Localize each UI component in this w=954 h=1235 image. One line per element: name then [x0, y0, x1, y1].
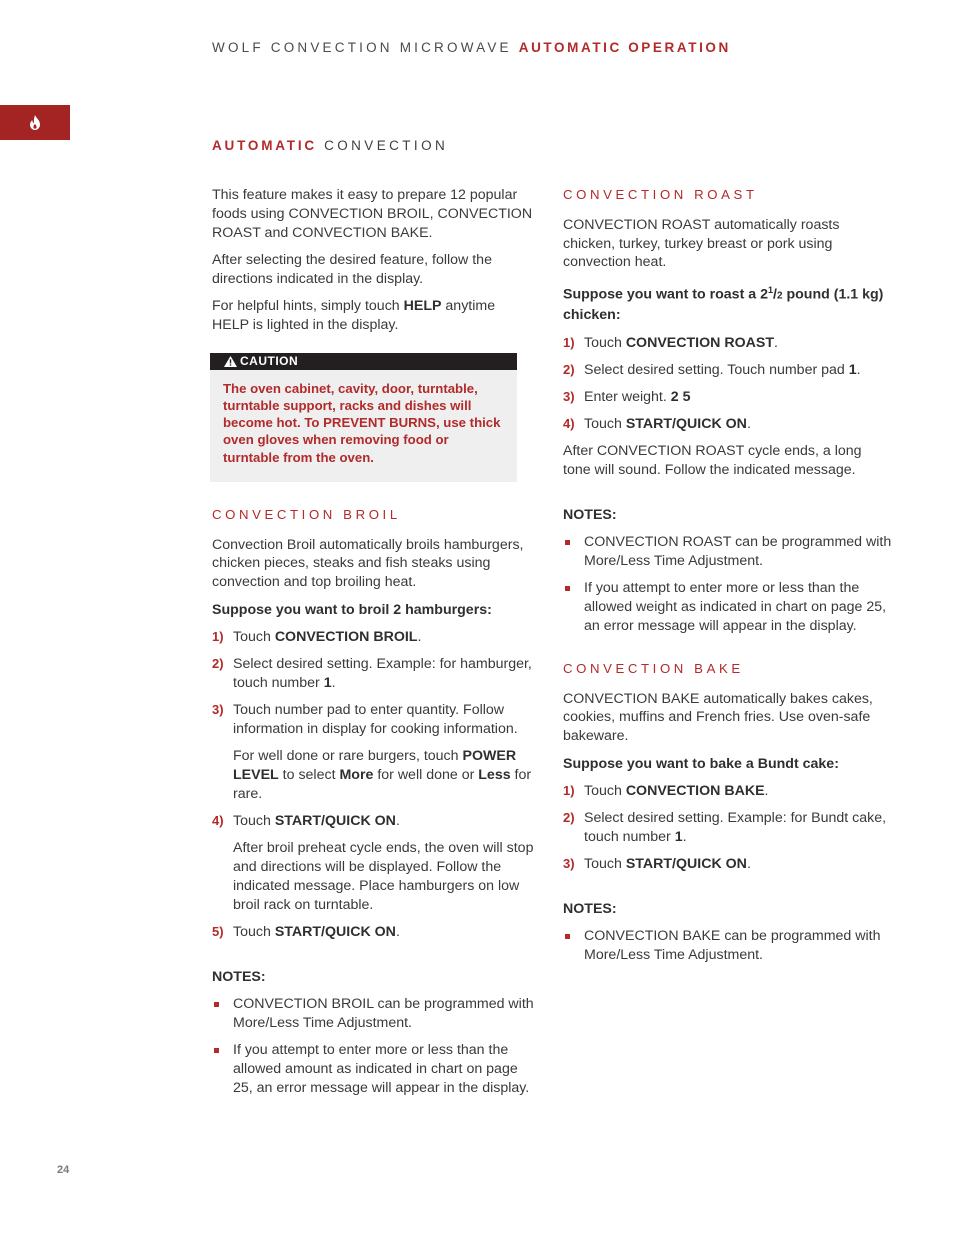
broil-step-3: 3) Touch number pad to enter quantity. Follow information in display for cooking information. For well done or rare burgers, touch POWER LEVEL to select More for well done or Less for rare.	[212, 702, 532, 802]
section-title-rest: CONVECTION	[324, 138, 449, 153]
broil-intro: Convection Broil automatically broils hamburgers, chicken pieces, steaks and fish steaks using convection and top broiling heat.	[212, 536, 524, 591]
broil-step-4: 4) Touch START/QUICK ON. After broil preheat cycle ends, the oven will stop and directions will be displayed. Follow the indicated message. Place hamburgers on low broil rack on turntable.	[212, 813, 534, 913]
broil-notes-heading: NOTES:	[212, 968, 266, 985]
bake-example-heading: Suppose you want to bake a Bundt cake:	[563, 755, 839, 772]
section-title-accent: AUTOMATIC	[212, 138, 317, 153]
right-column	[563, 186, 893, 973]
broil-heading: CONVECTION BROIL	[212, 506, 401, 522]
roast-step-2: 2) Select desired setting. Touch number pad 1.	[563, 361, 861, 378]
step-number: 4)	[563, 416, 575, 432]
left-column	[212, 186, 534, 1106]
broil-example-heading: Suppose you want to broil 2 hamburgers:	[212, 601, 492, 618]
bake-step-3: 3) Touch START/QUICK ON.	[563, 856, 751, 873]
roast-intro: CONVECTION ROAST automatically roasts chicken, turkey, turkey breast or pork using convection heat.	[563, 216, 840, 271]
bake-step-2: 2) Select desired setting. Example: for Bundt cake, touch number 1.	[563, 810, 887, 845]
roast-step-1: 1) Touch CONVECTION ROAST.	[563, 334, 778, 351]
broil-step-2: 2) Select desired setting. Example: for hamburger, touch number 1.	[212, 656, 532, 691]
bake-heading: CONVECTION BAKE	[563, 660, 744, 676]
bullet-icon	[563, 927, 584, 965]
intro-paragraph-3: For helpful hints, simply touch HELP anytime HELP is lighted in the display.	[212, 298, 496, 333]
warning-triangle-icon	[224, 356, 237, 367]
roast-after-text: After CONVECTION ROAST cycle ends, a long tone will sound. Follow the indicated message.	[563, 443, 862, 479]
step-number: 2)	[563, 810, 575, 826]
bullet-icon	[563, 579, 584, 635]
roast-note: If you attempt to enter more or less than the allowed weight as indicated in chart on page 25, an error message will appear in the display.	[563, 579, 893, 635]
broil-step-1: 1) Touch CONVECTION BROIL.	[212, 628, 422, 645]
step-number: 1)	[563, 782, 575, 798]
header-title: WOLF CONVECTION MICROWAVE	[212, 40, 512, 55]
bake-note: CONVECTION BAKE can be programmed with More/Less Time Adjustment.	[563, 927, 893, 965]
bake-step-1: 1) Touch CONVECTION BAKE.	[563, 782, 769, 799]
caution-label: CAUTION	[240, 353, 299, 368]
step-number: 4)	[212, 813, 224, 829]
bullet-icon	[212, 995, 233, 1033]
step-number: 1)	[563, 334, 575, 350]
step-number: 5)	[212, 924, 224, 940]
roast-step-3: 3) Enter weight. 2 5	[563, 389, 691, 406]
bake-intro: CONVECTION BAKE automatically bakes cakes, cookies, muffins and French fries. Use oven-safe bakeware.	[563, 690, 873, 745]
section-title	[212, 138, 448, 153]
intro-paragraph-1: This feature makes it easy to prepare 12 popular foods using CONVECTION BROIL, CONVECTION ROAST and CONVECTION BAKE.	[212, 187, 533, 241]
broil-note: CONVECTION BROIL can be programmed with More/Less Time Adjustment.	[212, 995, 534, 1033]
roast-example-heading: Suppose you want to roast a $2^1/2$ pound (1.1 kg) chicken:	[563, 284, 884, 324]
step-number: 2)	[212, 656, 224, 672]
roast-step-4: 4) Touch START/QUICK ON.	[563, 416, 751, 433]
section-tab	[0, 105, 70, 140]
header-section: AUTOMATIC OPERATION	[518, 40, 731, 55]
flame-icon	[29, 115, 41, 130]
step-number: 2)	[563, 361, 575, 377]
bake-notes-heading: NOTES:	[563, 900, 617, 917]
bullet-icon	[212, 1041, 233, 1097]
step-number: 3)	[563, 856, 575, 872]
roast-note: CONVECTION ROAST can be programmed with More/Less Time Adjustment.	[563, 533, 893, 571]
step-number: 3)	[563, 389, 575, 405]
step-number: 1)	[212, 628, 224, 644]
intro-paragraph-2: After selecting the desired feature, follow the directions indicated in the display.	[212, 251, 492, 287]
page-number: 24	[57, 1164, 70, 1176]
bullet-icon	[563, 533, 584, 571]
caution-box	[210, 353, 517, 482]
roast-heading: CONVECTION ROAST	[563, 187, 758, 202]
running-header	[212, 40, 731, 55]
broil-note: If you attempt to enter more or less than the allowed amount as indicated in chart on page 25, an error message will appear in the display.	[212, 1041, 534, 1097]
broil-step-5: 5) Touch START/QUICK ON.	[212, 924, 400, 941]
caution-message: The oven cabinet, cavity, door, turntable, turntable support, racks and dishes will become hot. To PREVENT BURNS, use thick oven gloves when removing food or turntable from the oven.	[223, 380, 501, 465]
caution-bar	[210, 353, 517, 370]
roast-notes-heading: NOTES:	[563, 507, 617, 524]
step-number: 3)	[212, 702, 224, 718]
